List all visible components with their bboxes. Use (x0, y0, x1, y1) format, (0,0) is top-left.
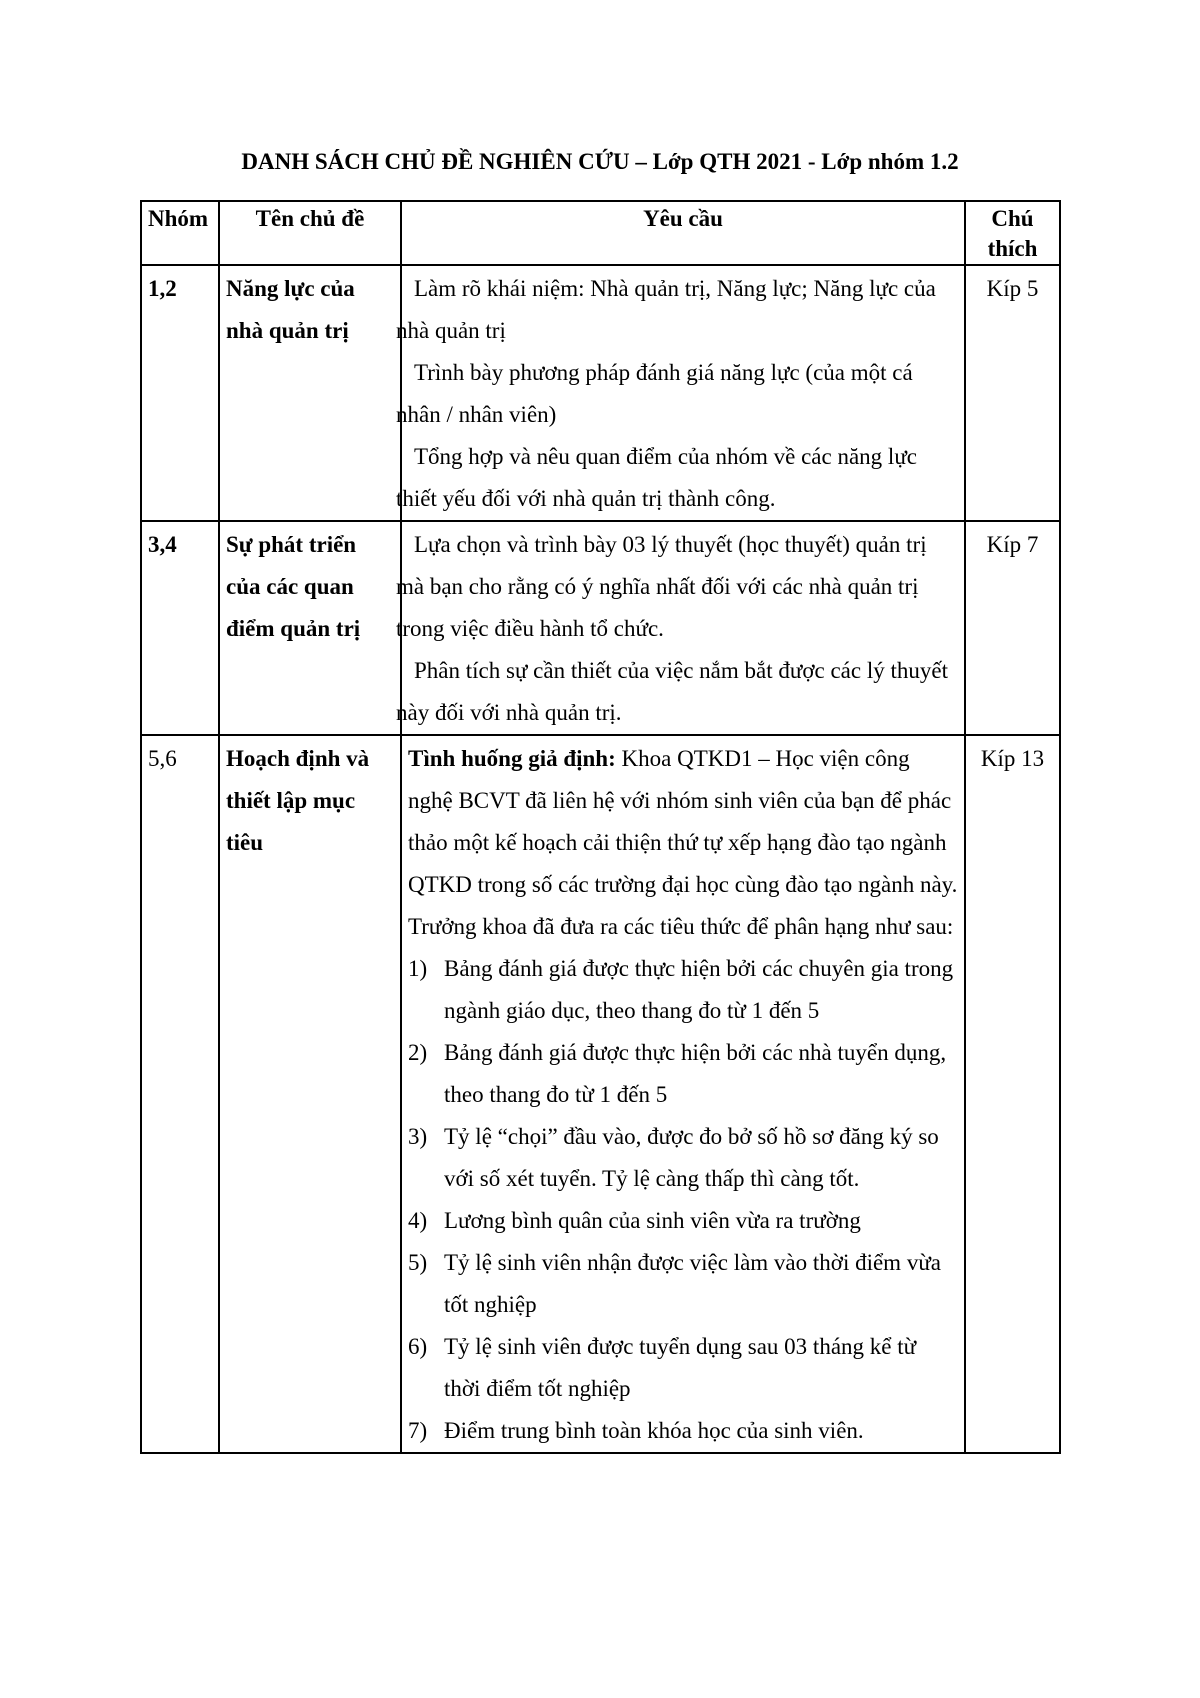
list-text: Bảng đánh giá được thực hiện bởi các nhà tuyển dụng, theo thang đo từ 1 đến 5 (444, 1040, 947, 1107)
topic-cell: Năng lực của nhà quản trị (219, 265, 401, 521)
table-row (141, 521, 1060, 735)
criteria-list (408, 948, 958, 1452)
scenario-label: Tình huống giả định: (408, 746, 616, 771)
requirements-cell (396, 521, 965, 735)
scenario-paragraph (408, 738, 958, 948)
list-text: Tỷ lệ “chọi” đầu vào, được đo bở số hồ sơ đăng ký so với số xét tuyển. Tỷ lệ càng thấp thì càng tốt. (444, 1124, 939, 1191)
list-item (408, 1032, 958, 1116)
header-requirements: Yêu cầu (401, 201, 965, 265)
list-item (408, 1200, 958, 1242)
list-item (408, 1410, 958, 1452)
topics-table (140, 200, 1061, 1454)
header-note: Chú thích (965, 201, 1060, 265)
list-text: Lương bình quân của sinh viên vừa ra trường (444, 1208, 861, 1233)
list-text: Điểm trung bình toàn khóa học của sinh viên. (444, 1418, 864, 1443)
page-title: DANH SÁCH CHỦ ĐỀ NGHIÊN CỨU – Lớp QTH 2021 - Lớp nhóm 1.2 (241, 149, 959, 174)
list-number: 3) (408, 1124, 428, 1149)
requirement-item: Làm rõ khái niệm: Nhà quản trị, Năng lực; Năng lực của nhà quản trị (396, 276, 936, 343)
list-text: Bảng đánh giá được thực hiện bởi các chuyên gia trong ngành giáo dục, theo thang đo từ 1 đến 5 (444, 956, 954, 1023)
list-item (408, 948, 958, 1032)
list-number: 4) (408, 1208, 428, 1233)
list-item (408, 1116, 958, 1200)
list-text: Tỷ lệ sinh viên được tuyển dụng sau 03 tháng kể từ thời điểm tốt nghiệp (444, 1334, 917, 1401)
list-number: 6) (408, 1334, 428, 1359)
table-row (141, 265, 1060, 521)
list-item (408, 1242, 958, 1326)
list-number: 1) (408, 956, 428, 981)
note-cell: Kíp 5 (965, 265, 1060, 521)
header-group: Nhóm (141, 201, 219, 265)
requirements-cell (396, 265, 965, 521)
requirement-item: Phân tích sự cần thiết của việc nắm bắt được các lý thuyết này đối với nhà quản trị. (396, 658, 948, 725)
group-cell: 3,4 (141, 521, 219, 735)
scenario-text: Khoa QTKD1 – Học viện công nghệ BCVT đã liên hệ với nhóm sinh viên của bạn để phác thảo một kế hoạch cải thiện thứ tự xếp hạng đào tạo ngành QTKD trong số các trường đại học cùng đào tạo ngành này. Trưởng khoa đã đưa ra các tiêu thức để phân hạng như sau: (408, 746, 958, 939)
list-text: Tỷ lệ sinh viên nhận được việc làm vào thời điểm vừa tốt nghiệp (444, 1250, 941, 1317)
list-number: 2) (408, 1040, 428, 1065)
note-cell: Kíp 7 (965, 521, 1060, 735)
group-cell: 5,6 (141, 735, 219, 1453)
note-cell: Kíp 13 (965, 735, 1060, 1453)
requirement-item: Lựa chọn và trình bày 03 lý thuyết (học thuyết) quản trị mà bạn cho rằng có ý nghĩa nhất đối với các nhà quản trị trong việc điều hành tổ chức. (396, 532, 927, 641)
header-topic: Tên chủ đề (219, 201, 401, 265)
table-row (141, 735, 1060, 1453)
topic-cell: Hoạch định và thiết lập mục tiêu (219, 735, 401, 1453)
list-number: 5) (408, 1250, 428, 1275)
requirement-item: Tổng hợp và nêu quan điểm của nhóm về các năng lực thiết yếu đối với nhà quản trị thành công. (396, 444, 917, 511)
list-number: 7) (408, 1418, 428, 1443)
requirement-item: Trình bày phương pháp đánh giá năng lực (của một cá nhân / nhân viên) (396, 360, 913, 427)
requirements-cell (401, 735, 965, 1453)
group-cell: 1,2 (141, 265, 219, 521)
topic-cell: Sự phát triển của các quan điểm quản trị (219, 521, 401, 735)
table-header-row (141, 201, 1060, 265)
list-item (408, 1326, 958, 1410)
